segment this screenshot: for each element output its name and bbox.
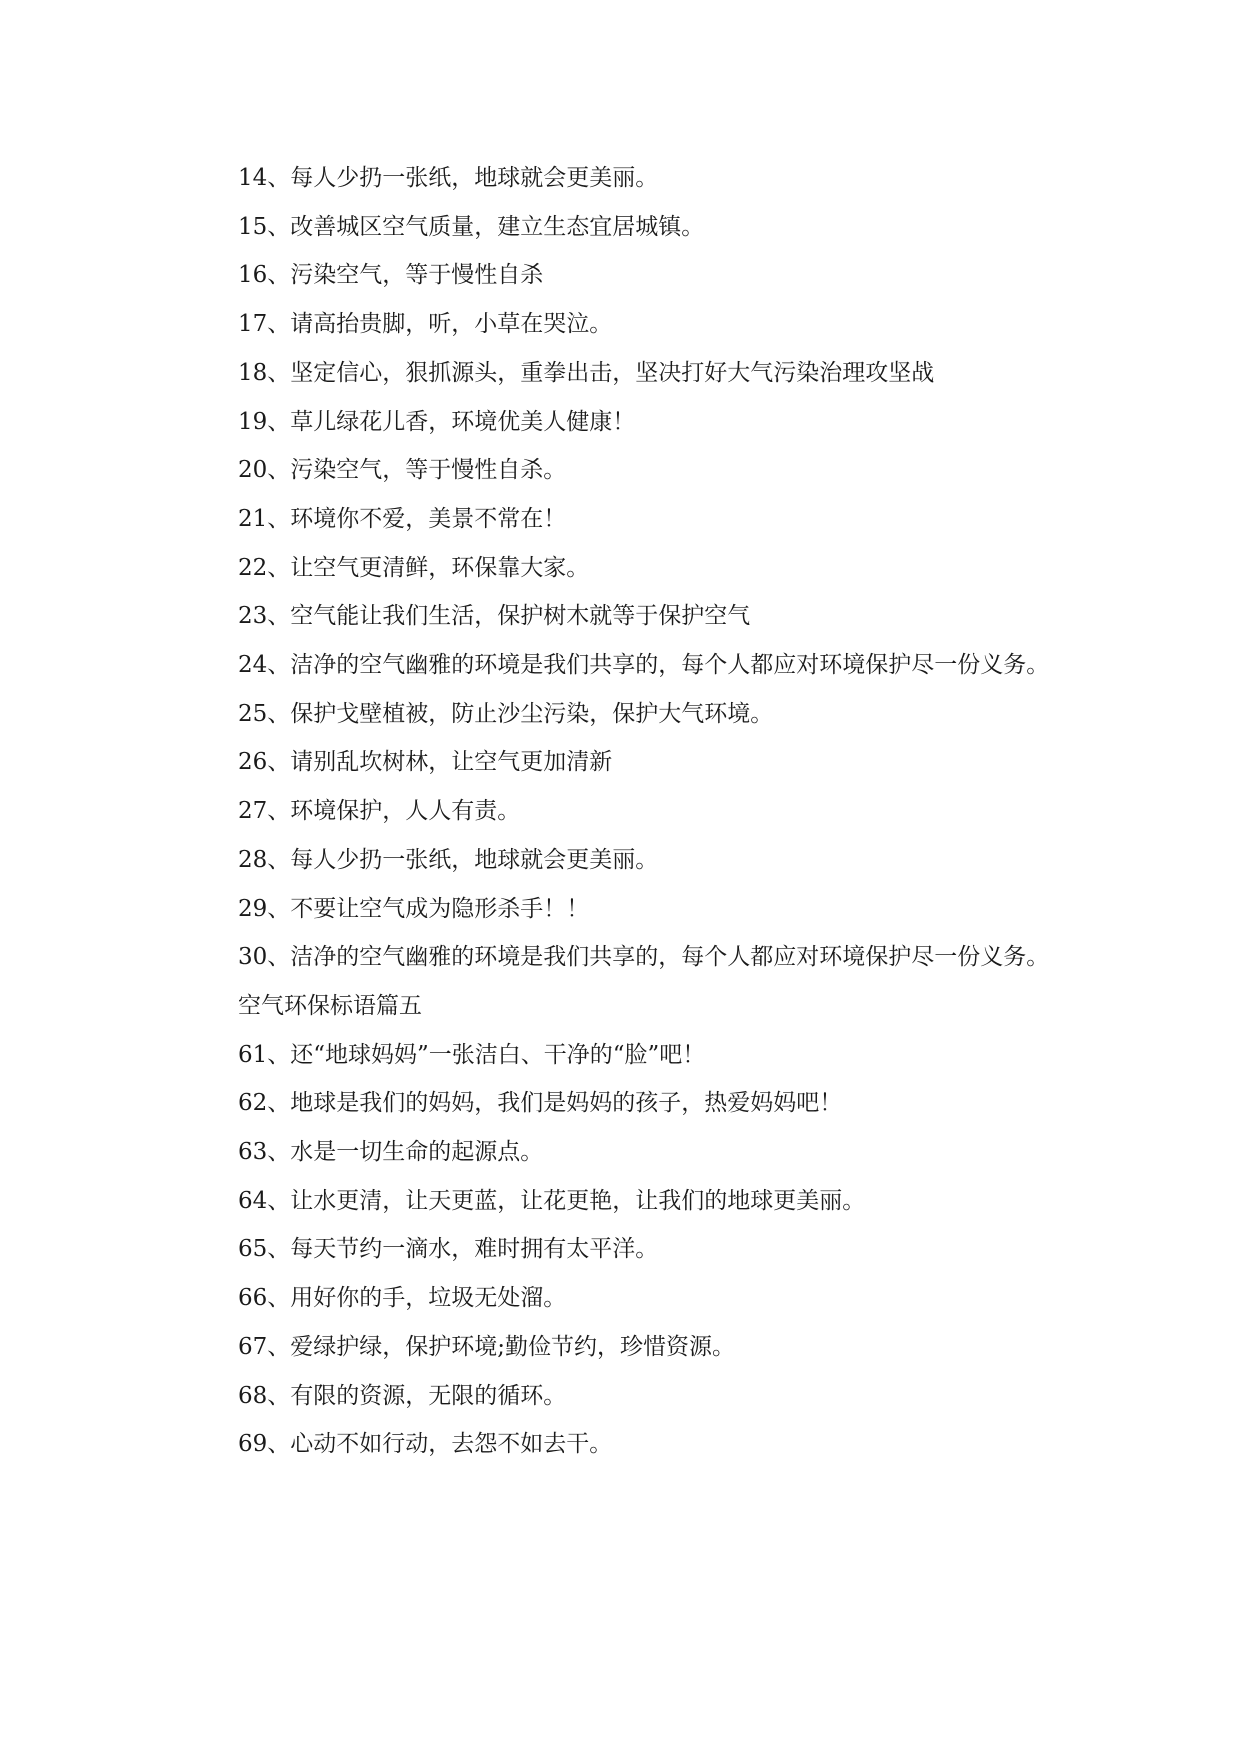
slogan-63: 63、水是一切生命的起源点。: [238, 1139, 544, 1166]
slogan-21: 21、环境你不爱，美景不常在！: [238, 505, 567, 532]
slogan-15: 15、改善城区空气质量，建立生态宜居城镇。: [238, 213, 705, 240]
slogan-68: 68、有限的资源，无限的循环。: [238, 1382, 567, 1409]
slogan-30: 30、洁净的空气幽雅的环境是我们共享的，每个人都应对环境保护尽一份义务。: [238, 944, 1050, 971]
slogan-28: 28、每人少扔一张纸，地球就会更美丽。: [238, 846, 659, 873]
slogan-61: 61、还“地球妈妈”一张洁白、干净的“脸”吧！: [238, 1041, 706, 1068]
section-heading: 空气环保标语篇五: [238, 992, 422, 1019]
slogan-64: 64、让水更清，让天更蓝，让花更艳，让我们的地球更美丽。: [238, 1187, 866, 1214]
slogan-69: 69、心动不如行动，去怨不如去干。: [238, 1431, 613, 1458]
slogan-26: 26、请别乱坎树林，让空气更加清新: [238, 749, 613, 776]
slogan-66: 66、用好你的手，垃圾无处溜。: [238, 1285, 567, 1312]
slogan-62: 62、地球是我们的妈妈，我们是妈妈的孩子，热爱妈妈吧！: [238, 1090, 843, 1117]
document-body: [190, 154, 1050, 1469]
slogan-24: 24、洁净的空气幽雅的环境是我们共享的，每个人都应对环境保护尽一份义务。: [238, 652, 1050, 679]
slogan-67: 67、爱绿护绿，保护环境;勤俭节约，珍惜资源。: [238, 1333, 736, 1360]
slogan-27: 27、环境保护，人人有责。: [238, 798, 521, 825]
slogan-22: 22、让空气更清鲜，环保靠大家。: [238, 554, 590, 581]
slogan-18: 18、坚定信心，狠抓源头，重拳出击，坚决打好大气污染治理攻坚战: [238, 359, 935, 386]
slogan-19: 19、草儿绿花儿香，环境优美人健康！: [238, 408, 636, 435]
slogan-14: 14、每人少扔一张纸，地球就会更美丽。: [238, 165, 659, 191]
slogan-17: 17、请高抬贵脚，听，小草在哭泣。: [238, 311, 613, 338]
slogan-29: 29、不要让空气成为隐形杀手！！: [238, 895, 590, 922]
slogan-20: 20、污染空气，等于慢性自杀。: [238, 457, 567, 484]
slogan-25: 25、保护戈壁植被，防止沙尘污染，保护大气环境。: [238, 700, 774, 727]
slogan-65: 65、每天节约一滴水，难时拥有太平洋。: [238, 1236, 659, 1263]
slogan-16: 16、污染空气，等于慢性自杀: [238, 262, 544, 289]
slogan-23: 23、空气能让我们生活，保护树木就等于保护空气: [238, 603, 751, 630]
